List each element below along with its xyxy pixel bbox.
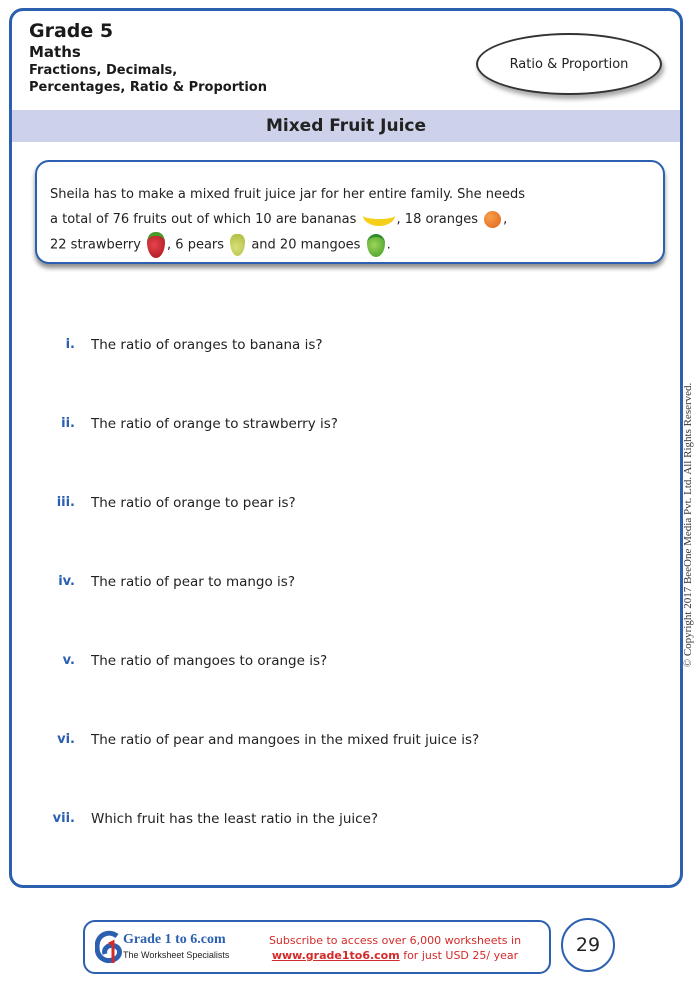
question-text: The ratio of oranges to banana is? — [91, 337, 323, 353]
story-text: , 6 pears — [167, 237, 225, 253]
question-text: The ratio of orange to pear is? — [91, 495, 296, 511]
question-text: Which fruit has the least ratio in the juice? — [91, 811, 379, 827]
story-text: and 20 mangoes — [251, 237, 361, 253]
website-link[interactable]: www.grade1to6.com — [271, 949, 400, 962]
story-box — [35, 160, 665, 264]
story-text: . — [386, 237, 391, 253]
question-number: vii. — [52, 811, 75, 826]
topics-line-1: Fractions, Decimals, — [29, 63, 178, 78]
story-text: 22 strawberry — [50, 237, 141, 253]
pear-icon — [230, 234, 245, 256]
question-number: i. — [65, 337, 75, 352]
grade1to6-logo-icon — [95, 930, 123, 964]
promo-line-2 — [250, 948, 540, 963]
question-number: v. — [62, 653, 75, 668]
promo-price: for just USD 25/ year — [399, 949, 519, 962]
story-text: a total of 76 fruits out of which 10 are bananas — [50, 212, 357, 227]
copyright-notice: © Copyright 2017 BeeOne Media Pvt. Ltd. All Rights Reserved. — [682, 382, 694, 668]
worksheet-title: Mixed Fruit Juice — [12, 110, 680, 142]
question-text: The ratio of orange to strawberry is? — [91, 416, 338, 432]
question-text: The ratio of pear and mangoes in the mixed fruit juice is? — [91, 732, 480, 748]
subject-label: Maths — [29, 43, 81, 61]
footer-banner — [83, 920, 551, 974]
topics-line-2: Percentages, Ratio & Proportion — [29, 80, 267, 95]
logo-name: Grade 1 to 6.com — [123, 932, 226, 947]
grade-label: Grade 5 — [29, 20, 114, 42]
orange-icon — [484, 211, 501, 228]
question-number: ii. — [61, 416, 75, 431]
story-text: , 18 oranges — [396, 212, 478, 227]
story-line-1: Sheila has to make a mixed fruit juice jar for her entire family. She needs — [50, 187, 526, 202]
question-text: The ratio of mangoes to orange is? — [91, 653, 328, 669]
story-line-2 — [50, 207, 663, 232]
page-number: 29 — [561, 918, 615, 972]
question-number: vi. — [57, 732, 75, 747]
story-line-3 — [50, 232, 663, 258]
topic-badge: Ratio & Proportion — [476, 33, 662, 95]
subscribe-promo — [250, 933, 540, 963]
question-number: iv. — [58, 574, 75, 589]
logo-tagline: The Worksheet Specialists — [123, 950, 230, 960]
banana-icon — [363, 205, 395, 226]
question-number: iii. — [56, 495, 75, 510]
mango-icon — [367, 234, 385, 257]
promo-line-1: Subscribe to access over 6,000 worksheets in — [268, 934, 522, 947]
topics-label — [29, 62, 267, 96]
question-text: The ratio of pear to mango is? — [91, 574, 296, 590]
strawberry-icon — [147, 232, 165, 258]
story-text: , — [503, 212, 508, 227]
